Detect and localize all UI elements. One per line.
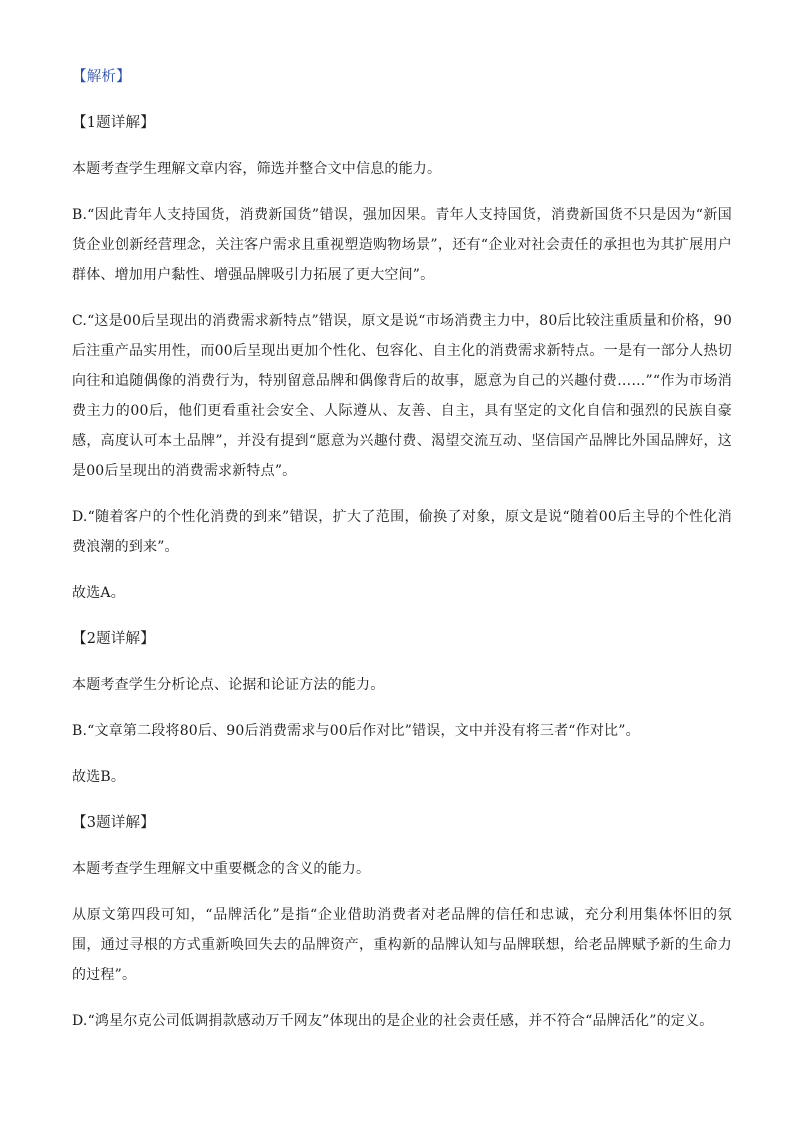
section-1-conclusion: 故选A。 — [72, 585, 125, 601]
section-2-heading: 【2题详解】 — [72, 631, 155, 647]
section-3-definition: 从原文第四段可知，“品牌活化”是指“企业借助消费者对老品牌的信任和忠诚，充分利用集体怀旧的氛围，通过寻根的方式重新唤回失去的品牌资产，重构新的品牌认知与品牌联想，给老品牌赋予新的生命力的过程”。 — [72, 907, 732, 983]
section-1-option-d: D.“随着客户的个性化消费的到来”错误，扩大了范围，偷换了对象，原文是说“随着00后主导的个性化消费浪潮的到来”。 — [72, 509, 732, 555]
section-2-conclusion: 故选B。 — [72, 769, 126, 785]
section-3-option-d: D.“鸿星尔克公司低调捐款感动万千网友”体现出的是企业的社会责任感，并不符合“品牌活化”的定义。 — [72, 1013, 714, 1029]
section-1-heading: 【1题详解】 — [72, 115, 155, 131]
analysis-title: 【解析】 — [72, 69, 131, 85]
section-1-intro: 本题考查学生理解文章内容，筛选并整合文中信息的能力。 — [72, 161, 442, 177]
section-1-option-c: C.“这是00后呈现出的消费需求新特点”错误，原文是说“市场消费主力中，80后比较注重质量和价格，90后注重产品实用性，而00后呈现出更加个性化、包容化、自主化的消费需求新特点。一是有一部分人热切向往和追随偶像的消费行为，特别留意品牌和偶像背后的故事，愿意为自己的兴趣付费……”“作为市场消费主力的00后，他们更看重社会安全、人际遵从、友善、自主，具有坚定的文化自信和强烈的民族自豪感，高度认可本土品牌”，并没有提到“愿意为兴趣付费、渴望交流互动、坚信国产品牌比外国品牌好，这是00后呈现出的消费需求新特点”。 — [72, 313, 732, 479]
section-3-intro: 本题考查学生理解文中重要概念的含义的能力。 — [72, 861, 371, 877]
analysis-document — [72, 62, 732, 1036]
section-2-intro: 本题考查学生分析论点、论据和论证方法的能力。 — [72, 677, 385, 693]
section-1-option-b: B.“因此青年人支持国货，消费新国货”错误，强加因果。青年人支持国货，消费新国货不只是因为“新国货企业创新经营理念，关注客户需求且重视塑造购物场景”，还有“企业对社会责任的承担也为其扩展用户群体、增加用户黏性、增强品牌吸引力拓展了更大空间”。 — [72, 207, 732, 283]
section-3-heading: 【3题详解】 — [72, 815, 155, 831]
section-2-option-b: B.“文章第二段将80后、90后消费需求与00后作对比”错误，文中并没有将三者“作对比”。 — [72, 723, 640, 739]
